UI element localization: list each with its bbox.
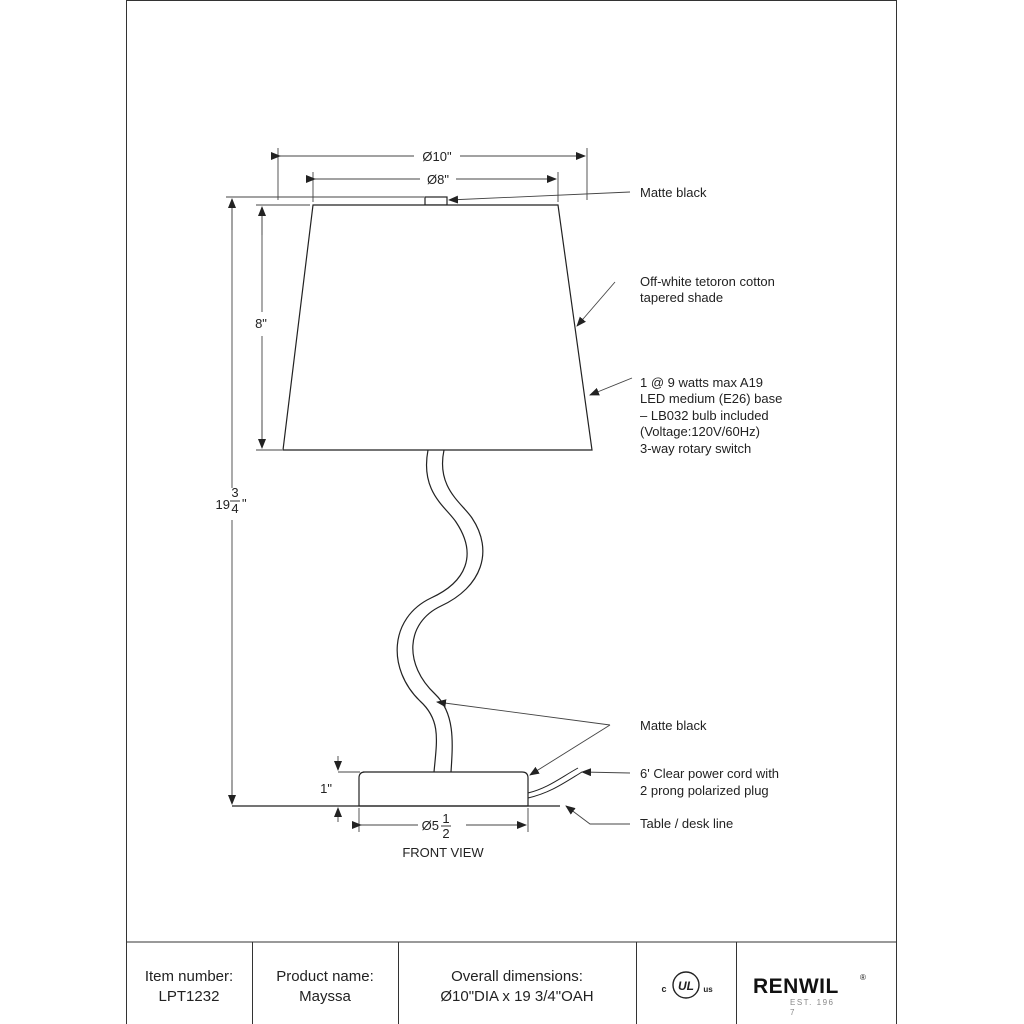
item-number-value: LPT1232	[158, 988, 220, 1005]
cert-ul: UL	[678, 979, 694, 993]
dim-overall-height-den: 4	[231, 501, 239, 516]
power-cord	[528, 768, 582, 798]
callout-table: Table / desk line	[640, 816, 734, 831]
callout-finial: Matte black	[640, 185, 707, 200]
dim-overall-height-whole: 19	[215, 497, 230, 512]
product-name-label: Product name:	[276, 968, 374, 985]
renwil-logo	[753, 973, 866, 1017]
lamp-stem	[397, 450, 483, 772]
cert-c: c	[661, 984, 667, 994]
dim-overall-height-num: 3	[231, 485, 239, 500]
dim-overall-height-unit: "	[242, 496, 247, 511]
item-number-label: Item number:	[144, 968, 234, 985]
lamp-base	[359, 772, 528, 806]
dim-base-height: 1"	[320, 781, 332, 796]
view-label: FRONT VIEW	[402, 845, 484, 860]
lamp-shade	[283, 205, 592, 450]
sheet-border	[127, 1, 897, 1024]
callout-cord-line1: 6' Clear power cord with	[640, 766, 780, 781]
brand-registered: ®	[860, 973, 866, 982]
brand-name: RENWIL	[753, 975, 839, 998]
cert-us: us	[703, 985, 713, 994]
callout-shade-line1: Off-white tetoron cotton	[640, 274, 775, 289]
callout-shade-line2: tapered shade	[640, 290, 724, 305]
callout-body: Matte black	[640, 718, 707, 733]
dim-shade-height: 8"	[255, 316, 267, 331]
brand-est: EST. 196	[790, 998, 835, 1007]
cul-us-certification-icon	[661, 972, 713, 998]
dim-base-dia-num: 1	[442, 811, 450, 826]
brand-est-tail: 7	[790, 1008, 796, 1017]
overall-dimensions-value: Ø10"DIA x 19 3/4"OAH	[440, 988, 594, 1005]
lamp-front-view	[283, 197, 592, 806]
callout-bulb-line4: (Voltage:120V/60Hz)	[640, 424, 760, 439]
callout-bulb-line1: 1 @ 9 watts max A19	[640, 375, 764, 390]
callout-bulb-line3: – LB032 bulb included	[640, 408, 769, 423]
product-name-value: Mayssa	[299, 988, 351, 1005]
dim-shade-top-dia: Ø8"	[427, 172, 449, 187]
callout-bulb-line2: LED medium (E26) base	[640, 391, 783, 406]
dim-base-dia-whole: Ø5	[421, 818, 439, 833]
callout-cord-line2: 2 prong polarized plug	[640, 783, 769, 798]
dim-base-dia-den: 2	[442, 826, 450, 841]
callout-bulb-line5: 3-way rotary switch	[640, 441, 752, 456]
overall-dimensions-label: Overall dimensions:	[451, 968, 583, 985]
finial	[425, 197, 447, 205]
dim-shade-bottom-dia: Ø10"	[422, 149, 452, 164]
